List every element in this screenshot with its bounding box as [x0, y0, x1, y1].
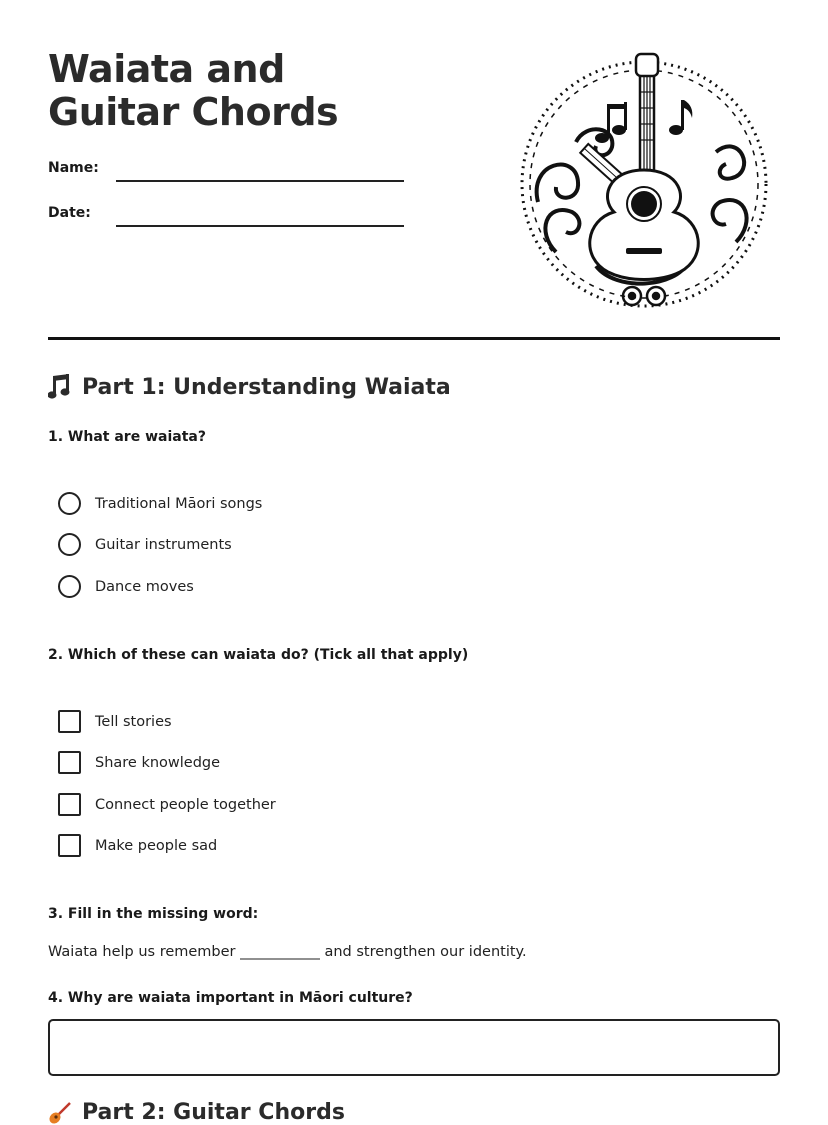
question-3: 3. Fill in the missing word: — [48, 906, 259, 922]
checkbox[interactable] — [58, 751, 81, 774]
option-label: Share knowledge — [95, 754, 221, 771]
question-2: 2. Which of these can waiata do? (Tick all that apply) — [48, 647, 469, 663]
question-4: 4. Why are waiata important in Māori culture? — [48, 990, 413, 1006]
q4-answer-box[interactable] — [48, 1019, 780, 1076]
radio-button[interactable] — [58, 575, 81, 598]
date-field[interactable] — [116, 225, 404, 227]
q2-option-1[interactable] — [58, 710, 172, 733]
option-label: Dance moves — [95, 578, 194, 595]
option-label: Guitar instruments — [95, 536, 232, 553]
checkbox[interactable] — [58, 834, 81, 857]
part2-heading — [48, 1100, 345, 1125]
guitar-icon — [48, 1101, 72, 1125]
q2-option-2[interactable] — [58, 751, 220, 774]
option-label: Tell stories — [95, 713, 172, 730]
option-label: Make people sad — [95, 837, 218, 854]
radio-button[interactable] — [58, 492, 81, 515]
part2-title: Part 2: Guitar Chords — [82, 1100, 345, 1125]
option-label: Traditional Māori songs — [95, 495, 263, 512]
radio-button[interactable] — [58, 533, 81, 556]
date-label: Date: — [48, 205, 91, 221]
q1-option-2[interactable] — [58, 533, 232, 556]
q1-option-1[interactable] — [58, 492, 262, 515]
q2-option-3[interactable] — [58, 793, 276, 816]
music-note-icon — [48, 374, 72, 400]
q1-option-3[interactable] — [58, 575, 194, 598]
page-title: Waiata and Guitar Chords — [48, 47, 339, 134]
fill-in-sentence: Waiata help us remember ___________ and strengthen our identity. — [48, 944, 527, 960]
section-divider — [48, 337, 780, 340]
name-field[interactable] — [116, 180, 404, 182]
checkbox[interactable] — [58, 710, 81, 733]
q2-option-4[interactable] — [58, 834, 217, 857]
part1-heading — [48, 374, 451, 400]
name-label: Name: — [48, 160, 99, 176]
question-1: 1. What are waiata? — [48, 429, 206, 445]
option-label: Connect people together — [95, 796, 276, 813]
guitar-koru-emblem-icon — [516, 52, 772, 314]
checkbox[interactable] — [58, 793, 81, 816]
part1-title: Part 1: Understanding Waiata — [82, 374, 451, 400]
